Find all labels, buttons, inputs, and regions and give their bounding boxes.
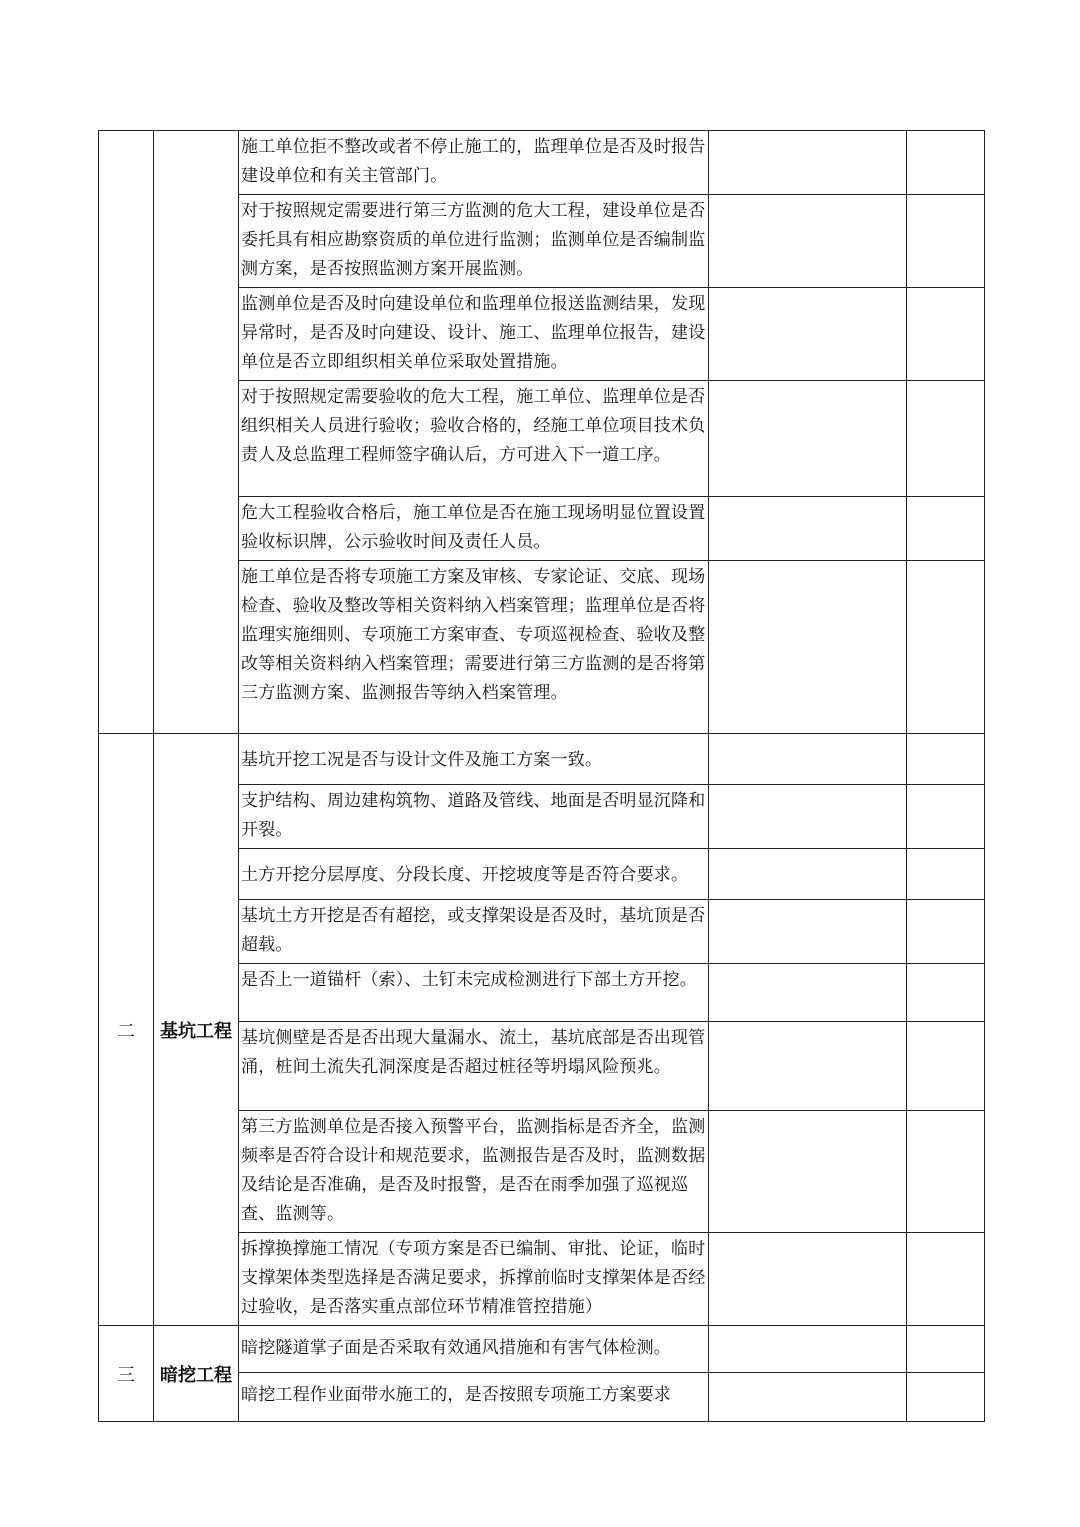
section-category-cell: 基坑工程 xyxy=(154,734,239,1326)
result-cell[interactable] xyxy=(709,964,907,1022)
check-item: 暗挖隧道掌子面是否采取有效通风措施和有害气体检测。 xyxy=(239,1326,709,1373)
remark-cell[interactable] xyxy=(907,849,985,900)
result-cell[interactable] xyxy=(709,1233,907,1326)
check-item: 基坑侧壁是否是否出现大量漏水、流土，基坑底部是否出现管涌，桩间土流失孔洞深度是否超过桩径等坍塌风险预兆。 xyxy=(239,1022,709,1111)
section-number-cell: 三 xyxy=(99,1326,154,1422)
section-category-cell: 暗挖工程 xyxy=(154,1326,239,1422)
result-cell[interactable] xyxy=(709,785,907,849)
result-cell[interactable] xyxy=(709,1373,907,1422)
section-number-cell xyxy=(99,131,154,734)
check-item: 基坑土方开挖是否有超挖，或支撑架设是否及时，基坑顶是否超载。 xyxy=(239,900,709,964)
remark-cell[interactable] xyxy=(907,381,985,497)
result-cell[interactable] xyxy=(709,849,907,900)
result-cell[interactable] xyxy=(709,900,907,964)
check-item: 危大工程验收合格后，施工单位是否在施工现场明显位置设置验收标识牌，公示验收时间及责任人员。 xyxy=(239,497,709,561)
remark-cell[interactable] xyxy=(907,288,985,381)
remark-cell[interactable] xyxy=(907,900,985,964)
remark-cell[interactable] xyxy=(907,561,985,734)
check-item: 施工单位拒不整改或者不停止施工的，监理单位是否及时报告建设单位和有关主管部门。 xyxy=(239,131,709,195)
check-item: 对于按照规定需要进行第三方监测的危大工程，建设单位是否委托具有相应勘察资质的单位进行监测；监测单位是否编制监测方案，是否按照监测方案开展监测。 xyxy=(239,195,709,288)
check-item: 对于按照规定需要验收的危大工程，施工单位、监理单位是否组织相关人员进行验收；验收合格的，经施工单位项目技术负责人及总监理工程师签字确认后，方可进入下一道工序。 xyxy=(239,381,709,497)
section-number-cell: 二 xyxy=(99,734,154,1326)
remark-cell[interactable] xyxy=(907,785,985,849)
checklist-page xyxy=(98,130,984,1422)
result-cell[interactable] xyxy=(709,1022,907,1111)
inspection-checklist-table xyxy=(98,130,985,1422)
check-item: 第三方监测单位是否接入预警平台，监测指标是否齐全，监测频率是否符合设计和规范要求，监测报告是否及时，监测数据及结论是否准确，是否及时报警，是否在雨季加强了巡视巡查、监测等。 xyxy=(239,1111,709,1233)
check-item: 施工单位是否将专项施工方案及审核、专家论证、交底、现场检查、验收及整改等相关资料纳入档案管理；监理单位是否将监理实施细则、专项施工方案审查、专项巡视检查、验收及整改等相关资料纳入档案管理；需要进行第三方监测的是否将第三方监测方案、监测报告等纳入档案管理。 xyxy=(239,561,709,734)
table-row xyxy=(99,1326,985,1373)
section-category-cell xyxy=(154,131,239,734)
result-cell[interactable] xyxy=(709,1326,907,1373)
check-item: 基坑开挖工况是否与设计文件及施工方案一致。 xyxy=(239,734,709,785)
result-cell[interactable] xyxy=(709,288,907,381)
check-item: 是否上一道锚杆（索）、土钉未完成检测进行下部土方开挖。 xyxy=(239,964,709,1022)
check-item: 拆撑换撑施工情况（专项方案是否已编制、审批、论证，临时支撑架体类型选择是否满足要求，拆撑前临时支撑架体是否经过验收，是否落实重点部位环节精准管控措施） xyxy=(239,1233,709,1326)
check-item: 支护结构、周边建构筑物、道路及管线、地面是否明显沉降和开裂。 xyxy=(239,785,709,849)
remark-cell[interactable] xyxy=(907,734,985,785)
remark-cell[interactable] xyxy=(907,1111,985,1233)
result-cell[interactable] xyxy=(709,1111,907,1233)
result-cell[interactable] xyxy=(709,131,907,195)
remark-cell[interactable] xyxy=(907,1326,985,1373)
result-cell[interactable] xyxy=(709,195,907,288)
remark-cell[interactable] xyxy=(907,1022,985,1111)
check-item: 监测单位是否及时向建设单位和监理单位报送监测结果，发现异常时，是否及时向建设、设计、施工、监理单位报告，建设单位是否立即组织相关单位采取处置措施。 xyxy=(239,288,709,381)
result-cell[interactable] xyxy=(709,734,907,785)
remark-cell[interactable] xyxy=(907,1233,985,1326)
remark-cell[interactable] xyxy=(907,1373,985,1422)
result-cell[interactable] xyxy=(709,497,907,561)
check-item: 土方开挖分层厚度、分段长度、开挖坡度等是否符合要求。 xyxy=(239,849,709,900)
table-row xyxy=(99,734,985,785)
remark-cell[interactable] xyxy=(907,964,985,1022)
remark-cell[interactable] xyxy=(907,497,985,561)
remark-cell[interactable] xyxy=(907,131,985,195)
remark-cell[interactable] xyxy=(907,195,985,288)
check-item: 暗挖工程作业面带水施工的，是否按照专项施工方案要求 xyxy=(239,1373,709,1422)
table-row xyxy=(99,131,985,195)
result-cell[interactable] xyxy=(709,381,907,497)
result-cell[interactable] xyxy=(709,561,907,734)
